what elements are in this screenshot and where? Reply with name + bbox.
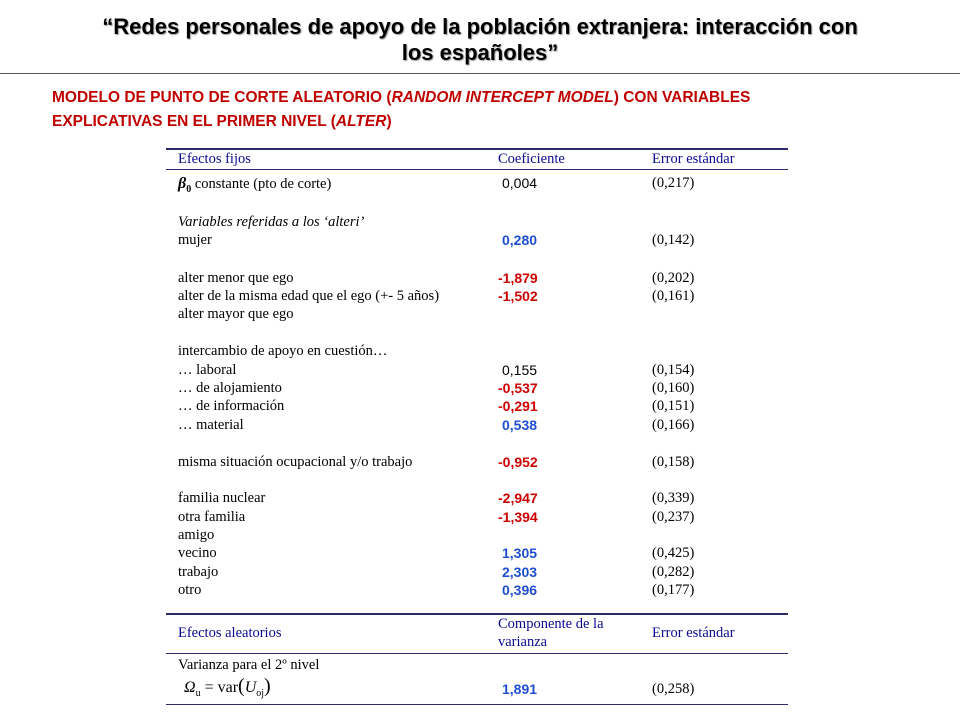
row-coefficient: 1,305: [502, 545, 538, 561]
variance-label: Varianza para el 2º nivel: [178, 657, 320, 673]
row-label: … de información: [178, 398, 285, 414]
header-variance-component-2: varianza: [498, 634, 548, 650]
header-random-std-error: Error estándar: [652, 625, 735, 641]
table-row: [166, 509, 788, 527]
u-symbol: U: [244, 679, 257, 696]
subtitle-model-name: RANDOM INTERCEPT MODEL: [391, 89, 614, 106]
row-std-error: (0,237): [652, 509, 695, 525]
constant-coef: 0,004: [502, 175, 538, 191]
row-coefficient: -2,947: [498, 490, 538, 506]
subtitle-alter: ALTER: [335, 113, 387, 130]
row-coefficient: -0,291: [498, 398, 538, 414]
omega-subscript: u: [195, 688, 201, 700]
beta-subscript: 0: [186, 183, 192, 195]
constant-se: (0,217): [652, 175, 695, 191]
row-coefficient: 0,155: [502, 362, 538, 378]
table-row: [166, 490, 788, 508]
row-coefficient: -1,394: [498, 509, 538, 525]
row-label: alter de la misma edad que el ego (+- 5 años): [178, 288, 440, 304]
table-row: [166, 527, 788, 545]
row-label: alter mayor que ego: [178, 306, 294, 322]
subtitle-part-3: ) CON VARIABLES: [613, 89, 751, 106]
row-label: otro: [178, 582, 202, 598]
row-label: … de alojamiento: [178, 380, 282, 396]
row-label: familia nuclear: [178, 490, 266, 506]
row-label: misma situación ocupacional y/o trabajo: [178, 454, 413, 470]
subtitle-part-6: ): [386, 113, 392, 130]
row-label: … material: [178, 417, 244, 433]
table-row: [166, 232, 788, 250]
subtitle-part-1: MODELO DE PUNTO DE CORTE ALEATORIO (: [52, 89, 392, 106]
header-variance-component-1: Componente de la: [498, 616, 604, 632]
row-coefficient: 0,538: [502, 417, 538, 433]
constant-text: constante (pto de corte): [191, 176, 332, 192]
table-top-rule: [166, 148, 788, 150]
table-row: [166, 417, 788, 435]
formula-eq: = var: [200, 679, 239, 696]
table-bottom-rule: [166, 704, 788, 705]
table-row: [166, 362, 788, 380]
subtitle-part-4: EXPLICATIVAS EN EL PRIMER NIVEL (: [52, 113, 336, 130]
row-coefficient: -1,879: [498, 270, 538, 286]
variance-coef: 1,891: [502, 681, 538, 697]
u-subscript: oj: [256, 688, 265, 700]
row-label: … laboral: [178, 362, 237, 378]
row-label: trabajo: [178, 564, 219, 580]
row-label: otra familia: [178, 509, 246, 525]
model-subtitle: [52, 86, 932, 134]
variance-formula: $\Omega_u = var(U_{oj})$: [184, 675, 271, 700]
row-coefficient: 0,396: [502, 582, 538, 598]
variance-row-label: [166, 657, 788, 675]
row-coefficient: -0,537: [498, 380, 538, 396]
constant-row: [166, 175, 788, 193]
fixed-effects-header: [166, 148, 788, 170]
table-row: [166, 582, 788, 600]
row-std-error: (0,177): [652, 582, 695, 598]
table-row: [166, 564, 788, 582]
row-std-error: (0,154): [652, 362, 695, 378]
table-row: [166, 545, 788, 563]
row-std-error: (0,160): [652, 380, 695, 396]
omega-symbol: Ω: [184, 679, 196, 696]
table-row: [166, 380, 788, 398]
random-effects-header: [166, 614, 788, 654]
header-bottom-rule: [166, 169, 788, 170]
table-row: [166, 454, 788, 472]
beta-symbol: β: [178, 175, 187, 192]
row-std-error: (0,158): [652, 454, 695, 470]
section-alteri-label: Variables referidas a los ‘alteri’: [178, 214, 365, 230]
row-std-error: (0,166): [652, 417, 695, 433]
row-coefficient: 0,280: [502, 232, 538, 248]
slide-title: [40, 14, 920, 66]
table-row: [166, 270, 788, 288]
section-alteri: [166, 214, 788, 232]
row-label: vecino: [178, 545, 217, 561]
table-row: [166, 288, 788, 306]
row-coefficient: -1,502: [498, 288, 538, 304]
header-std-error: Error estándar: [652, 151, 735, 167]
row-label: mujer: [178, 232, 212, 248]
row-label: alter menor que ego: [178, 270, 294, 286]
table-row: [166, 343, 788, 361]
header-random-effects: Efectos aleatorios: [178, 625, 282, 641]
variance-se: (0,258): [652, 681, 695, 697]
row-std-error: (0,425): [652, 545, 695, 561]
row-std-error: (0,142): [652, 232, 695, 248]
slide-title-line-1: “Redes personales de apoyo de la población extranjera: interacción con: [102, 14, 858, 39]
row-std-error: (0,161): [652, 288, 695, 304]
row-std-error: (0,339): [652, 490, 695, 506]
header-coefficient: Coeficiente: [498, 151, 565, 167]
row-coefficient: 2,303: [502, 564, 538, 580]
row-std-error: (0,282): [652, 564, 695, 580]
title-divider: [0, 73, 960, 74]
table-row: [166, 398, 788, 416]
table-row: [166, 306, 788, 324]
slide-title-line-2: los españoles”: [401, 40, 559, 65]
row-coefficient: -0,952: [498, 454, 538, 470]
constant-label: [178, 175, 331, 195]
row-std-error: (0,202): [652, 270, 695, 286]
row-label: intercambio de apoyo en cuestión…: [178, 343, 388, 359]
variance-row: [166, 675, 788, 701]
row-label: amigo: [178, 527, 215, 543]
row-std-error: (0,151): [652, 398, 695, 414]
header-fixed-effects: Efectos fijos: [178, 151, 251, 167]
random-header-bottom-rule: [166, 653, 788, 654]
